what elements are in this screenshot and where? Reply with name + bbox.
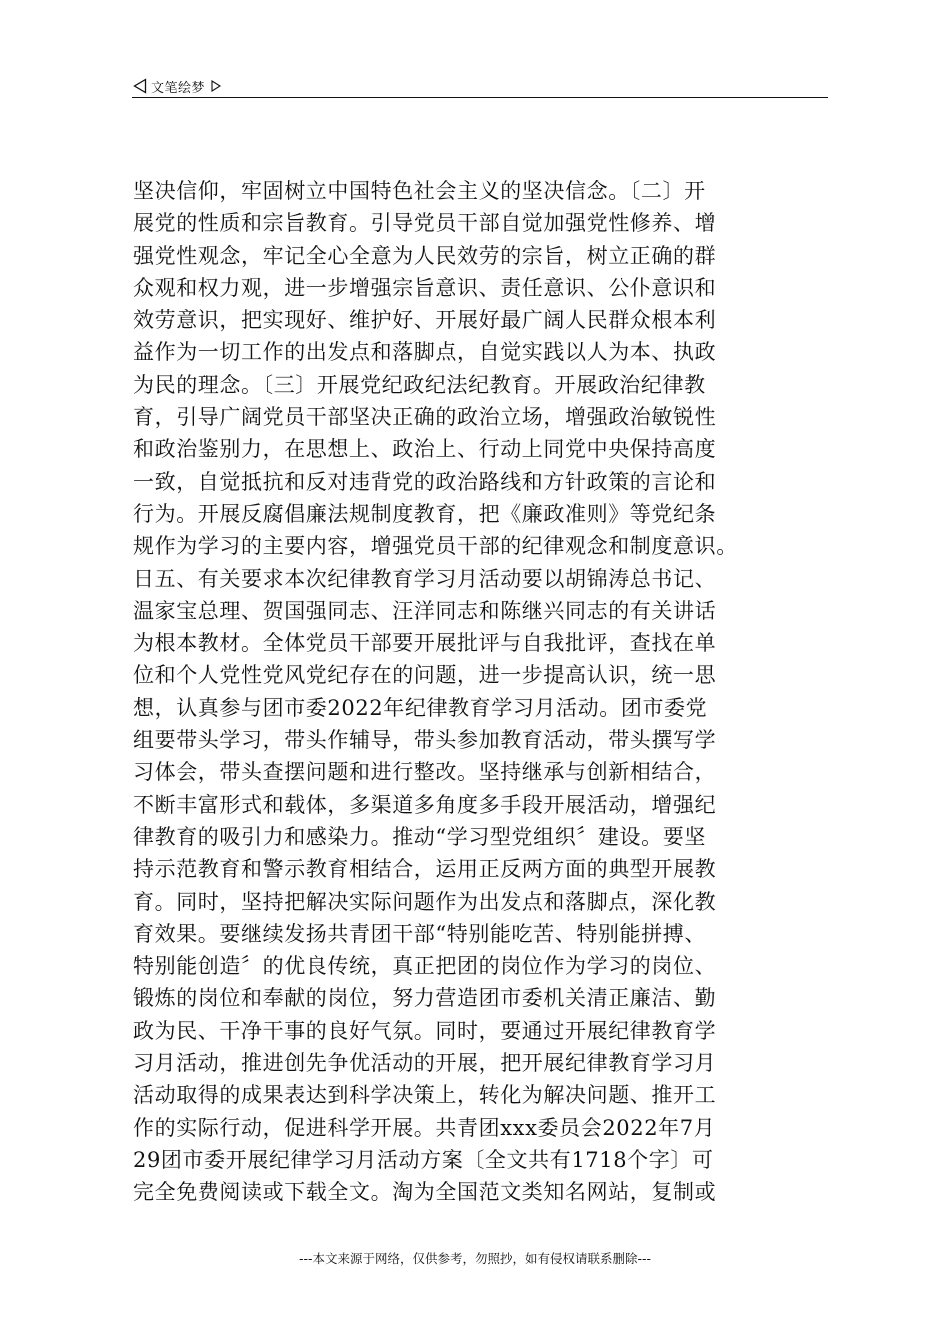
header-brand: 文笔绘梦 bbox=[151, 80, 206, 96]
body-line: 习体会，带头查摆问题和进行整改。坚持继承与创新相结合， bbox=[133, 760, 717, 785]
header-divider bbox=[132, 97, 828, 98]
triangle-right-icon bbox=[211, 80, 221, 92]
body-line: 日五、有关要求本次纪律教育学习月活动要以胡锦涛总书记、 bbox=[133, 566, 717, 591]
body-line: 想，认真参与团市委2022年纪律教育学习月活动。团市委党 bbox=[133, 695, 708, 720]
body-line: 行为。开展反腐倡廉法规制度教育，把《廉政准则》等党纪条 bbox=[133, 501, 717, 526]
body-line: 锻炼的岗位和奉献的岗位，努力营造团市委机关清正廉洁、勤 bbox=[133, 986, 717, 1011]
body-line: 强党性观念，牢记全心全意为人民效劳的宗旨，树立正确的群 bbox=[133, 243, 717, 268]
page-header bbox=[133, 74, 221, 98]
body-line: 持示范教育和警示教育相结合，运用正反两方面的典型开展教 bbox=[133, 857, 717, 882]
body-line: 为根本教材。全体党员干部要开展批评与自我批评，查找在单 bbox=[133, 631, 717, 656]
triangle-left-icon bbox=[133, 78, 147, 94]
body-line: 规作为学习的主要内容，增强党员干部的纪律观念和制度意识。 bbox=[133, 534, 738, 559]
body-line: 坚决信仰，牢固树立中国特色社会主义的坚决信念。〔二〕开 bbox=[133, 179, 706, 203]
body-line: 为民的理念。〔三〕开展党纪政纪法纪教育。开展政治纪律教 bbox=[133, 372, 706, 397]
body-line: 政为民、干净干事的良好气氛。同时，要通过开展纪律教育学 bbox=[133, 1018, 717, 1043]
body-line: 一致，自觉抵抗和反对违背党的政治路线和方针政策的言论和 bbox=[133, 469, 717, 494]
body-line: 律教育的吸引力和感染力。推动“学习型党组织〞建设。要坚 bbox=[133, 824, 706, 849]
body-line: 温家宝总理、贺国强同志、汪洋同志和陈继兴同志的有关讲话 bbox=[133, 598, 717, 623]
body-line: 益作为一切工作的出发点和落脚点，自觉实践以人为本、执政 bbox=[133, 340, 717, 365]
body-line: 作的实际行动，促进科学开展。共青团xxx委员会2022年7月 bbox=[133, 1115, 716, 1140]
body-line: 育，引导广阔党员干部坚决正确的政治立场，增强政治敏锐性 bbox=[133, 405, 717, 430]
body-line: 展党的性质和宗旨教育。引导党员干部自觉加强党性修养、增 bbox=[133, 211, 717, 236]
body-line: 完全免费阅读或下载全文。淘为全国范文类知名网站，复制或 bbox=[133, 1180, 717, 1205]
body-line: 活动取得的成果表达到科学决策上，转化为解决问题、推开工 bbox=[133, 1083, 717, 1108]
body-line: 不断丰富形式和载体，多渠道多角度多手段开展活动，增强纪 bbox=[133, 792, 717, 817]
body-line: 效劳意识，把实现好、维护好、开展好最广阔人民群众根本利 bbox=[133, 308, 717, 333]
body-line: 育。同时，坚持把解决实际问题作为出发点和落脚点，深化教 bbox=[133, 889, 717, 914]
body-line: 众观和权力观，进一步增强宗旨意识、责任意识、公仆意识和 bbox=[133, 275, 717, 300]
body-line: 组要带头学习，带头作辅导，带头参加教育活动，带头撰写学 bbox=[133, 728, 717, 753]
body-line: 习月活动，推进创先争优活动的开展，把开展纪律教育学习月 bbox=[133, 1051, 717, 1076]
page-footer: ---本文来源于网络，仅供参考，勿照抄，如有侵权请联系删除--- bbox=[298, 1251, 652, 1266]
document-body bbox=[133, 175, 833, 1209]
body-line: 育效果。要继续发扬共青团干部“特别能吃苦、特别能拼搏、 bbox=[133, 921, 706, 946]
body-line: 29团市委开展纪律学习月活动方案〔全文共有1718个字〕可 bbox=[133, 1147, 714, 1172]
body-line: 和政治鉴别力，在思想上、政治上、行动上同党中央保持高度 bbox=[133, 437, 717, 462]
body-line: 位和个人党性党风党纪存在的问题，进一步提高认识，统一思 bbox=[133, 663, 717, 688]
body-line: 特别能创造〞的优良传统，真正把团的岗位作为学习的岗位、 bbox=[133, 954, 717, 979]
